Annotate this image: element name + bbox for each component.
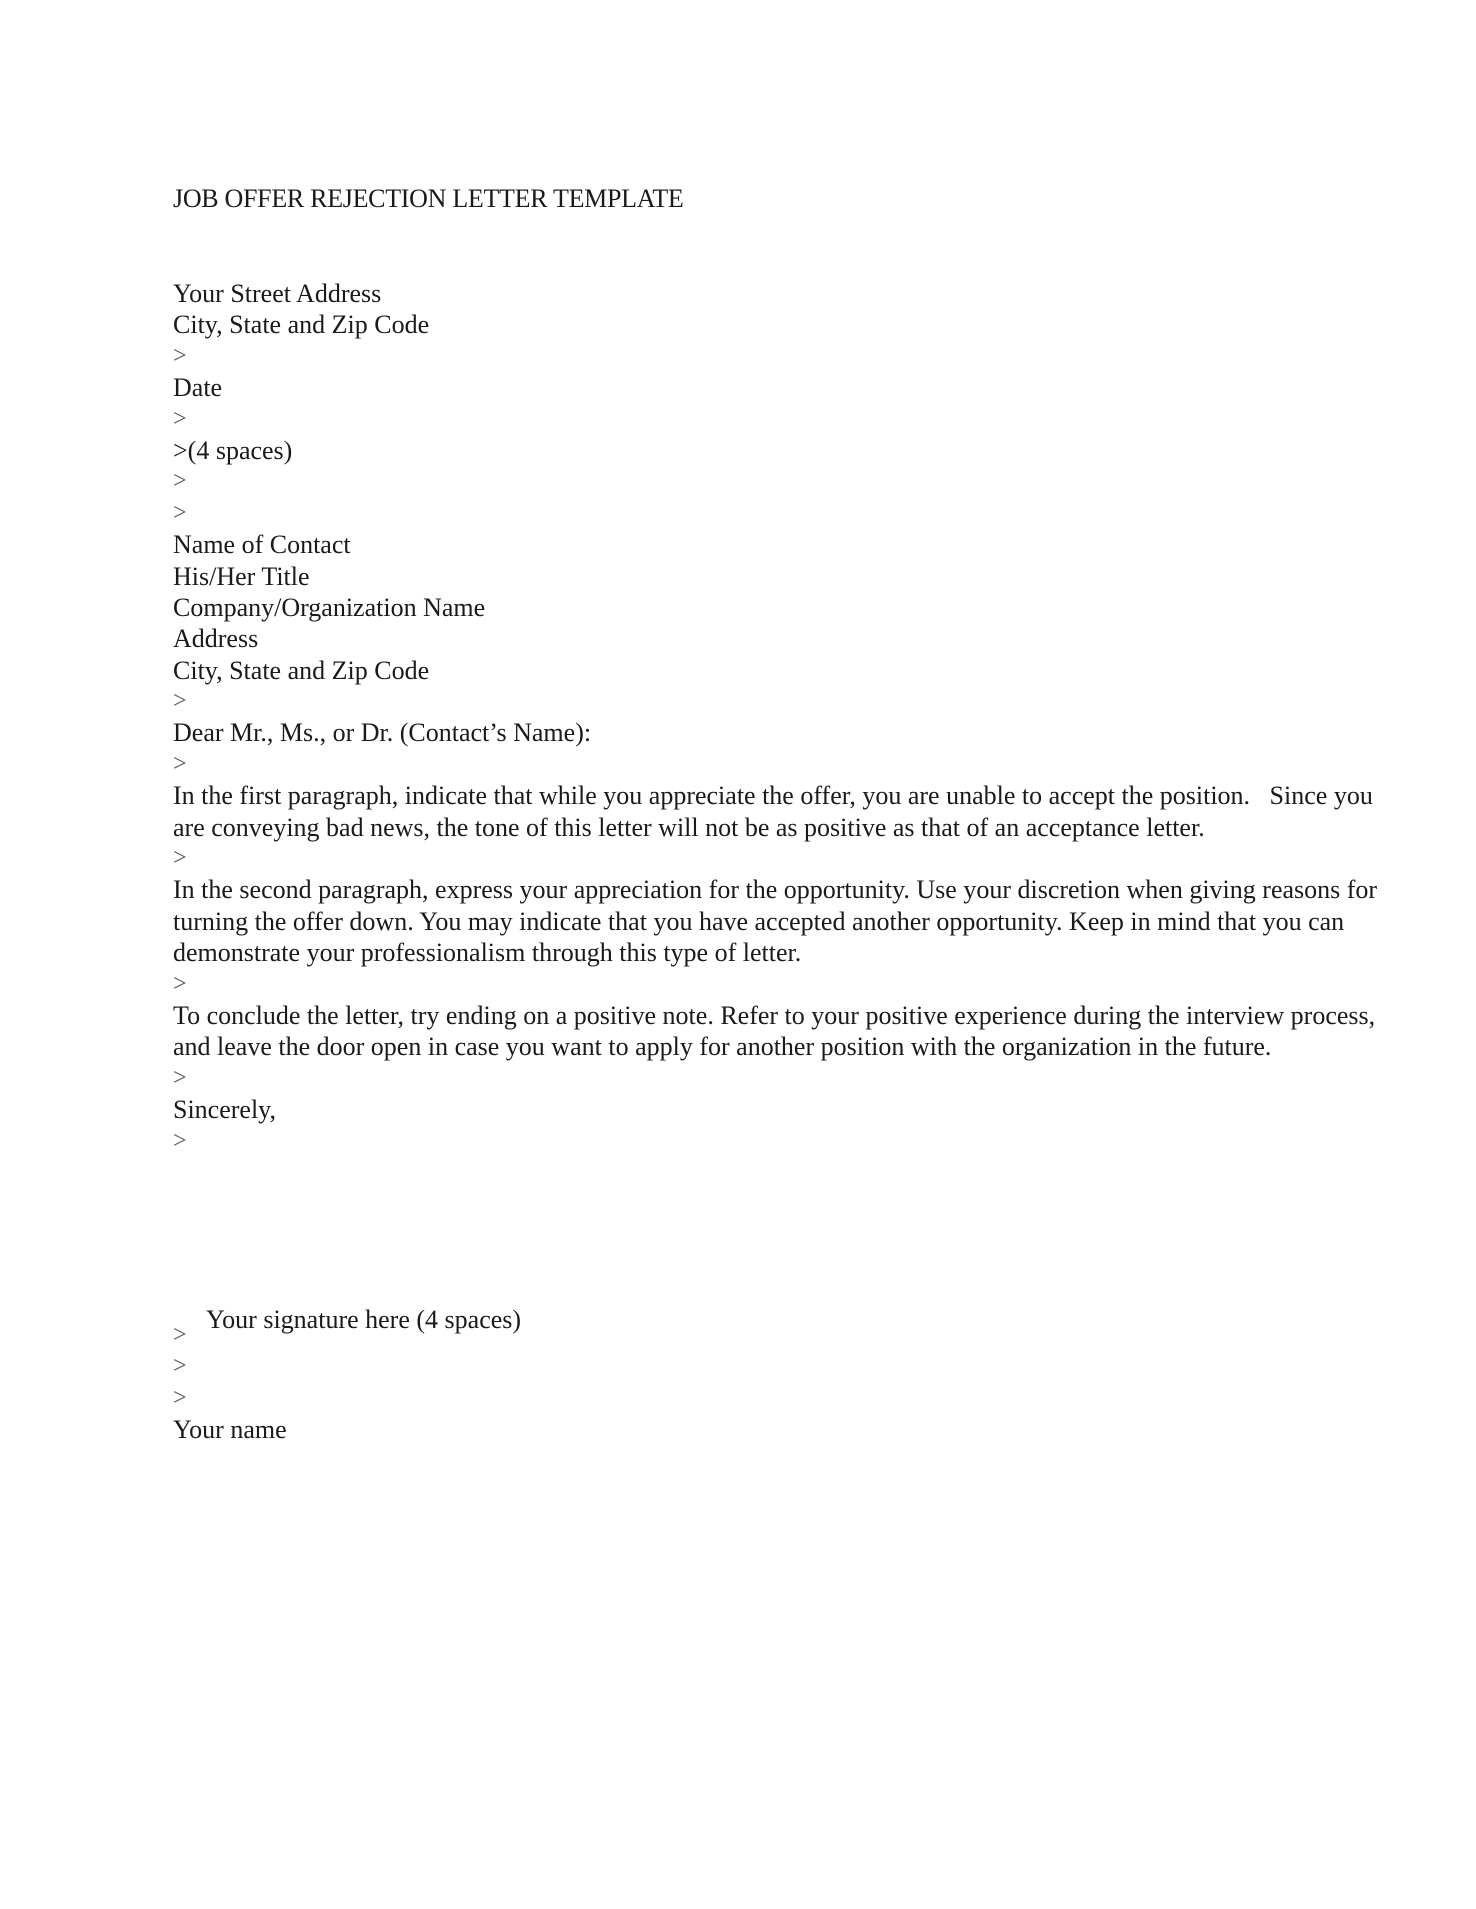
spacer-marker: > <box>173 1064 187 1091</box>
paragraph-1: In the first paragraph, indicate that while you appreciate the offer, you are unable to accept the position. Since you are conveying bad news, the tone of this letter will not be as positive as that of an acceptance letter. <box>173 781 1380 842</box>
signature-note: Your signature here (4 spaces) <box>206 1305 522 1334</box>
recipient-name: Name of Contact <box>173 530 351 560</box>
spacing-note: >(4 spaces) <box>173 435 293 465</box>
spacer-marker: > <box>173 468 187 495</box>
spacer-marker: > <box>173 1322 187 1348</box>
spacer-marker: > <box>173 405 187 432</box>
spacer-marker: > <box>173 970 187 997</box>
recipient-address: Address <box>173 624 259 654</box>
recipient-city: City, State and Zip Code <box>173 655 430 685</box>
spacer-marker: > <box>173 845 187 872</box>
salutation: Dear Mr., Ms., or Dr. (Contact’s Name): <box>173 718 592 748</box>
signature-block <box>173 1320 287 1446</box>
paragraph-3: To conclude the letter, try ending on a positive note. Refer to your positive experience during the interview process, and leave the door open in case you want to apply for another position with the organization in the future. <box>173 1001 1376 1062</box>
closing: Sincerely, <box>173 1095 276 1125</box>
sender-city: City, State and Zip Code <box>173 310 430 340</box>
recipient-company: Company/Organization Name <box>173 592 486 622</box>
spacer-marker: > <box>173 1384 187 1411</box>
sender-street: Your Street Address <box>173 279 382 308</box>
spacer-marker: > <box>173 750 187 777</box>
letter-body <box>173 278 1403 1157</box>
spacer-marker: > <box>173 688 187 715</box>
spacer-marker: > <box>173 499 187 526</box>
paragraph-2: In the second paragraph, express your appreciation for the opportunity. Use your discretion when giving reasons for turning the offer down. You may indicate that you have accepted another opportunity. Keep in mind that you can demonstrate your professionalism through this type of letter. <box>173 875 1378 968</box>
spacer-marker: > <box>173 1353 187 1380</box>
your-name: Your name <box>173 1415 287 1445</box>
spacer-marker: > <box>173 342 187 369</box>
letter-date: Date <box>173 373 223 403</box>
recipient-title: His/Her Title <box>173 561 310 591</box>
spacer-marker: > <box>173 1127 187 1154</box>
document-title: JOB OFFER REJECTION LETTER TEMPLATE <box>173 184 684 213</box>
